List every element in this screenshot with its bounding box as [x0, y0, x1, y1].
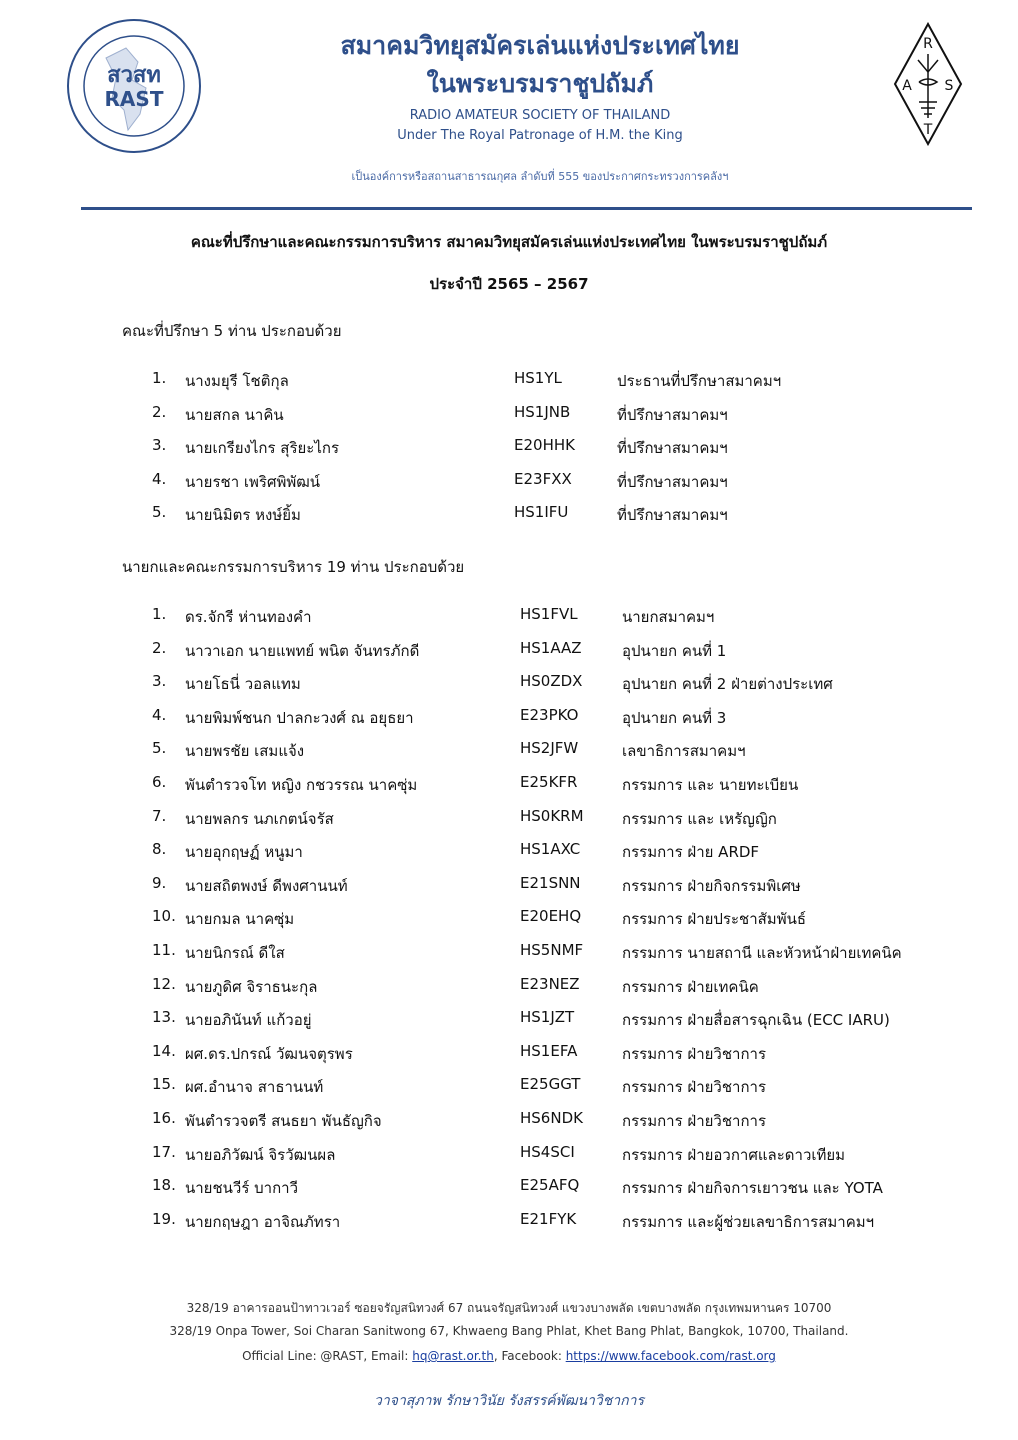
member-role: กรรมการ และ เหรัญญิก [622, 809, 777, 828]
member-callsign: E20HHK [514, 436, 575, 455]
member-row [0, 1210, 1018, 1236]
member-callsign: HS0KRM [520, 806, 584, 825]
member-number: 10. [152, 907, 176, 926]
member-name: นายอุกฤษฏ์ หนูมา [185, 843, 303, 862]
org-title-th-2: ในพระบรมราชูปถัมภ์ [426, 69, 654, 98]
footer-motto: วาจาสุภาพ รักษาวินัย รังสรรค์พัฒนาวิชาการ [374, 1393, 644, 1409]
member-name: นายนิมิตร หงษ์ยิ้ม [185, 506, 301, 525]
member-number: 13. [152, 1008, 176, 1027]
member-name: นายพลกร นภเกตน์จรัส [185, 809, 334, 828]
document-heading: คณะที่ปรึกษาและคณะกรรมการบริหาร สมาคมวิทยุสมัครเล่นแห่งประเทศไทย ในพระบรมราชูปถัมภ์ [190, 233, 828, 251]
member-role: กรรมการ ฝ่ายกิจกรรมพิเศษ [622, 876, 801, 895]
member-number: 16. [152, 1109, 176, 1127]
member-number: 17. [152, 1142, 176, 1161]
member-callsign: HS6NDK [520, 1109, 583, 1127]
member-name: ผศ.อำนาจ สาธานนท์ [185, 1078, 324, 1097]
member-row [0, 470, 1018, 496]
advisors-section-title: คณะที่ปรึกษา 5 ท่าน ประกอบด้วย [122, 322, 342, 340]
member-row [0, 1042, 1018, 1068]
member-callsign: HS1JZT [520, 1008, 575, 1027]
member-callsign: HS1AXC [520, 840, 581, 859]
member-row [0, 941, 1018, 967]
member-callsign: HS1EFA [520, 1041, 578, 1060]
member-callsign: HS2JFW [520, 739, 579, 758]
member-role: ที่ปรึกษาสมาคมฯ [617, 439, 728, 458]
rast-diamond-emblem [893, 22, 963, 146]
member-name: นางมยุรี โชติกุล [185, 372, 289, 390]
member-role: กรรมการ และ นายทะเบียน [622, 776, 799, 794]
member-role: ประธานที่ปรึกษาสมาคมฯ [617, 372, 782, 390]
member-number: 2. [152, 402, 167, 421]
member-name: พันตำรวจโท หญิง กชวรรณ นาคซุ่ม [185, 776, 418, 794]
rast-logo [66, 18, 202, 154]
member-number: 18. [152, 1176, 176, 1195]
member-callsign: E21SNN [520, 873, 581, 892]
member-number: 9. [152, 873, 167, 892]
member-row [0, 1008, 1018, 1034]
member-number: 4. [152, 705, 167, 724]
member-callsign: HS1AAZ [520, 638, 582, 657]
member-row [0, 672, 1018, 698]
emblem-letter-t: T [923, 122, 933, 138]
member-role: ที่ปรึกษาสมาคมฯ [617, 506, 728, 525]
member-name: นายอภิวัฒน์ จิรวัฒนผล [185, 1145, 336, 1164]
member-name: นายอภินันท์ แก้วอยู่ [185, 1011, 312, 1030]
header-divider [81, 207, 972, 210]
member-callsign: HS1FVL [520, 605, 578, 623]
member-callsign: E25GGT [520, 1075, 581, 1094]
member-row [0, 369, 1018, 395]
member-callsign: HS1IFU [514, 503, 569, 522]
member-name: ดร.จักรี ห่านทองคำ [185, 608, 312, 626]
member-callsign: E23PKO [520, 705, 579, 724]
emblem-letter-r: R [923, 36, 933, 52]
member-name: นายนิกรณ์ ดีใส [185, 944, 285, 962]
member-name: นาวาเอก นายแพทย์ พนิต จันทรภักดี [185, 641, 420, 660]
member-role: กรรมการ ฝ่ายสื่อสารฉุกเฉิน (ECC IARU) [622, 1011, 890, 1030]
member-role: กรรมการ นายสถานี และหัวหน้าฝ่ายเทคนิค [622, 944, 902, 962]
member-role: กรรมการ ฝ่ายประชาสัมพันธ์ [622, 910, 806, 929]
member-row [0, 840, 1018, 866]
member-role: กรรมการ ฝ่ายวิชาการ [622, 1078, 767, 1097]
member-number: 15. [152, 1075, 176, 1094]
member-callsign: HS1YL [514, 369, 562, 387]
member-number: 12. [152, 974, 176, 993]
member-role: กรรมการ ฝ่าย ARDF [622, 843, 760, 862]
member-callsign: HS4SCI [520, 1142, 575, 1161]
member-row [0, 403, 1018, 429]
member-row [0, 1143, 1018, 1169]
member-role: กรรมการ ฝ่ายวิชาการ [622, 1112, 767, 1130]
member-number: 7. [152, 806, 167, 825]
member-callsign: HS1JNB [514, 402, 571, 421]
member-row [0, 874, 1018, 900]
member-number: 1. [152, 369, 167, 387]
member-name: นายรชา เพริศพิพัฒน์ [185, 472, 321, 491]
member-row [0, 706, 1018, 732]
member-number: 19. [152, 1209, 176, 1228]
member-number: 4. [152, 469, 167, 488]
member-name: นายสกล นาคิน [185, 405, 284, 424]
member-callsign: E25KFR [520, 773, 578, 791]
member-callsign: E20EHQ [520, 907, 582, 926]
member-row [0, 1075, 1018, 1101]
member-row [0, 436, 1018, 462]
member-role: กรรมการ ฝ่ายวิชาการ [622, 1044, 767, 1063]
member-name: นายกฤษฎา อาจิณภัทรา [185, 1212, 341, 1231]
member-row [0, 907, 1018, 933]
member-role: อุปนายก คนที่ 2 ฝ่ายต่างประเทศ [622, 675, 833, 694]
member-row [0, 1176, 1018, 1202]
footer-address-th: 328/19 อาคารออนป้าทาวเวอร์ ซอยจรัญสนิทวงศ์ 67 ถนนจรัญสนิทวงศ์ แขวงบางพลัด เขตบางพลัด กรุงเทพมหานคร 10700 [186, 1301, 832, 1315]
member-number: 2. [152, 638, 167, 657]
org-title-en: RADIO AMATEUR SOCIETY OF THAILAND [409, 108, 671, 123]
member-number: 1. [152, 605, 167, 623]
member-name: พันตำรวจตรี สนธยา พันธัญกิจ [185, 1112, 382, 1130]
member-row [0, 503, 1018, 529]
member-name: นายโธนี่ วอลแทม [185, 675, 301, 694]
member-role: กรรมการ ฝ่ายเทคนิค [622, 977, 759, 996]
member-name: ผศ.ดร.ปกรณ์ วัฒนจตุรพร [185, 1044, 353, 1063]
member-row [0, 773, 1018, 799]
member-number: 3. [152, 672, 167, 691]
member-row [0, 1109, 1018, 1135]
org-title-th: สมาคมวิทยุสมัครเล่นแห่งประเทศไทย [340, 31, 740, 60]
member-name: นายเกรียงไกร สุริยะไกร [185, 439, 340, 458]
member-name: นายกมล นาคซุ่ม [185, 910, 295, 929]
member-number: 8. [152, 840, 167, 859]
executive-section-title: นายกและคณะกรรมการบริหาร 19 ท่าน ประกอบด้วย [122, 558, 465, 576]
member-number: 6. [152, 773, 167, 791]
member-number: 14. [152, 1041, 176, 1060]
member-number: 3. [152, 436, 167, 455]
member-name: นายสถิตพงษ์ ดีพงศานนท์ [185, 876, 348, 895]
document-term: ประจำปี 2565 – 2567 [429, 275, 589, 293]
contact-mid: , Facebook: [493, 1349, 566, 1363]
org-note: เป็นองค์การหรือสถานสาธารณกุศล ลำดับที่ 555 ของประกาศกระทรวงการคลังฯ [351, 170, 729, 183]
member-callsign: E21FYK [520, 1209, 577, 1228]
member-callsign: E23FXX [514, 469, 572, 488]
member-name: นายพิมพ์ชนก ปาลกะวงศ์ ณ อยุธยา [185, 708, 414, 727]
facebook-link[interactable]: https://www.facebook.com/rast.org [565, 1349, 776, 1363]
member-callsign: E23NEZ [520, 974, 580, 993]
member-role: กรรมการ ฝ่ายกิจการเยาวชน และ YOTA [622, 1179, 883, 1198]
member-role: กรรมการ ฝ่ายอวกาศและดาวเทียม [622, 1145, 846, 1164]
member-role: อุปนายก คนที่ 1 [622, 641, 727, 660]
member-row [0, 975, 1018, 1001]
member-role: ที่ปรึกษาสมาคมฯ [617, 472, 728, 491]
member-role: กรรมการ และผู้ช่วยเลขาธิการสมาคมฯ [622, 1212, 875, 1231]
member-number: 5. [152, 503, 167, 522]
org-subtitle-en: Under The Royal Patronage of H.M. the King [397, 128, 683, 143]
member-name: นายชนวีร์ บากาวี [185, 1179, 299, 1198]
emblem-letter-a: A [902, 78, 912, 94]
member-row [0, 807, 1018, 833]
logo-text-th: สวสท [107, 63, 161, 88]
emblem-letter-s: S [944, 78, 954, 94]
member-row [0, 739, 1018, 765]
logo-text-en: RAST [104, 87, 164, 111]
member-callsign: HS5NMF [520, 941, 584, 959]
member-role: เลขาธิการสมาคมฯ [622, 742, 746, 761]
member-role: ที่ปรึกษาสมาคมฯ [617, 405, 728, 424]
member-number: 5. [152, 739, 167, 758]
member-callsign: E25AFQ [520, 1176, 580, 1195]
member-row [0, 639, 1018, 665]
footer-address-en: 328/19 Onpa Tower, Soi Charan Sanitwong 67, Khwaeng Bang Phlat, Khet Bang Phlat, Bangkok, 10700, Thailand. [169, 1324, 849, 1338]
member-callsign: HS0ZDX [520, 672, 583, 691]
contact-prefix: Official Line: @RAST, Email: [242, 1349, 413, 1363]
member-role: อุปนายก คนที่ 3 [622, 708, 727, 727]
footer-contact [0, 1349, 1018, 1363]
member-row [0, 605, 1018, 631]
member-name: นายพรชัย เสมแจ้ง [185, 742, 305, 761]
member-name: นายภูดิศ จิราธนะกุล [185, 977, 318, 996]
member-role: นายกสมาคมฯ [622, 608, 715, 626]
member-number: 11. [152, 941, 176, 959]
email-link[interactable]: hq@rast.or.th [412, 1349, 494, 1363]
